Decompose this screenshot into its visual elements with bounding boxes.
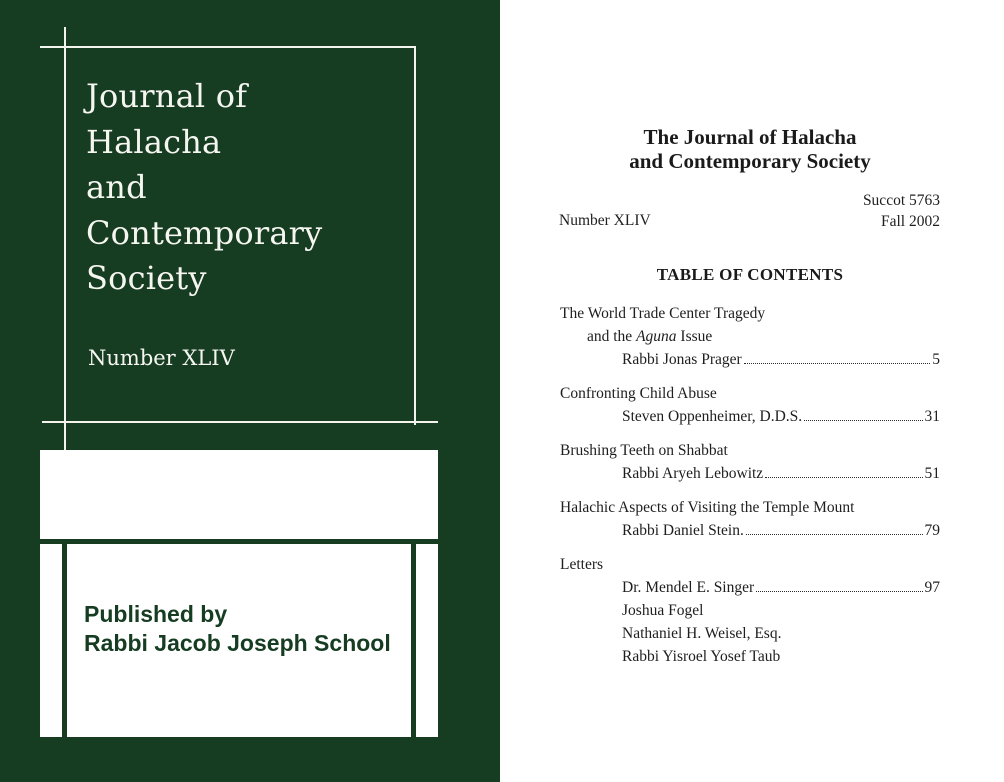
issue-date-line: Succot 5763 bbox=[862, 192, 940, 209]
contents-list bbox=[560, 302, 940, 679]
frame-right-vertical-line bbox=[414, 47, 416, 425]
entry-author: Dr. Mendel E. Singer bbox=[622, 579, 755, 596]
cover-issue-number: Number XLIV bbox=[88, 346, 235, 370]
entry-title: Confronting Child Abuse bbox=[560, 385, 717, 402]
entry-author-row bbox=[560, 462, 940, 485]
entry-subtitle-prefix: and the bbox=[587, 328, 637, 345]
journal-title-line: and Contemporary Society bbox=[629, 149, 871, 173]
cover-publisher-line: Published by bbox=[84, 601, 228, 627]
cover-title-line: Halacha bbox=[86, 122, 222, 161]
entry-subtitle bbox=[560, 325, 940, 348]
entry-page-number: 31 bbox=[924, 408, 940, 425]
entry-author: Steven Oppenheimer, D.D.S. bbox=[622, 408, 803, 425]
entry-page-number: 97 bbox=[924, 579, 940, 596]
entry-author-row bbox=[560, 348, 940, 371]
contents-entry bbox=[560, 553, 940, 668]
issue-date bbox=[863, 191, 940, 232]
dot-leader bbox=[744, 363, 931, 364]
cover-white-band bbox=[40, 450, 438, 539]
cover-title-line: and bbox=[86, 168, 147, 206]
dot-leader bbox=[746, 534, 923, 535]
cover-title-line: Contemporary bbox=[86, 213, 323, 252]
dot-leader bbox=[756, 591, 922, 592]
cover-right-strip bbox=[416, 544, 438, 737]
entry-author-row bbox=[560, 519, 940, 542]
frame-left-vertical-line bbox=[64, 27, 66, 451]
journal-cover bbox=[0, 0, 500, 782]
entry-subtitle-suffix: Issue bbox=[676, 328, 713, 345]
entry-subtitle-italic: Aguna bbox=[636, 328, 677, 345]
issue-date-line: Fall 2002 bbox=[881, 212, 940, 230]
entry-author-row bbox=[560, 576, 940, 599]
entry-title: Letters bbox=[560, 556, 604, 573]
contents-page bbox=[500, 0, 1004, 782]
entry-title: Brushing Teeth on Shabbat bbox=[560, 442, 728, 459]
dot-leader bbox=[804, 420, 922, 421]
entry-author-row bbox=[560, 405, 940, 428]
cover-title-line: Society bbox=[86, 259, 207, 297]
contents-entry bbox=[560, 302, 940, 371]
frame-bottom-horizontal-line bbox=[42, 421, 438, 423]
frame-top-horizontal-line bbox=[40, 46, 416, 48]
contents-entry bbox=[560, 496, 940, 542]
entry-author: Rabbi Daniel Stein. bbox=[622, 522, 744, 539]
journal-title bbox=[500, 125, 1000, 173]
dot-leader bbox=[765, 477, 922, 478]
cover-title bbox=[86, 74, 322, 302]
cover-title-line: Journal of bbox=[86, 77, 248, 115]
contents-entry bbox=[560, 382, 940, 428]
entry-author: Rabbi Jonas Prager bbox=[622, 351, 742, 368]
entry-page-number: 51 bbox=[924, 465, 940, 482]
cover-left-strip bbox=[40, 544, 62, 737]
entry-author: Rabbi Aryeh Lebowitz bbox=[622, 465, 764, 482]
entry-page-number: 79 bbox=[924, 522, 940, 539]
contents-entry bbox=[560, 439, 940, 485]
letter-author: Nathaniel H. Weisel, Esq. bbox=[622, 625, 782, 642]
table-of-contents-heading: TABLE OF CONTENTS bbox=[656, 265, 844, 284]
cover-publisher bbox=[84, 600, 391, 658]
entry-title: Halachic Aspects of Visiting the Temple Mount bbox=[560, 499, 855, 516]
entry-page-number: 5 bbox=[932, 351, 940, 368]
letter-author: Rabbi Yisroel Yosef Taub bbox=[622, 648, 781, 665]
cover-publisher-line: Rabbi Jacob Joseph School bbox=[84, 630, 391, 656]
entry-title: The World Trade Center Tragedy bbox=[560, 305, 766, 322]
letter-author: Joshua Fogel bbox=[622, 602, 704, 619]
journal-title-line: The Journal of Halacha bbox=[643, 125, 857, 149]
issue-number: Number XLIV bbox=[559, 212, 651, 229]
